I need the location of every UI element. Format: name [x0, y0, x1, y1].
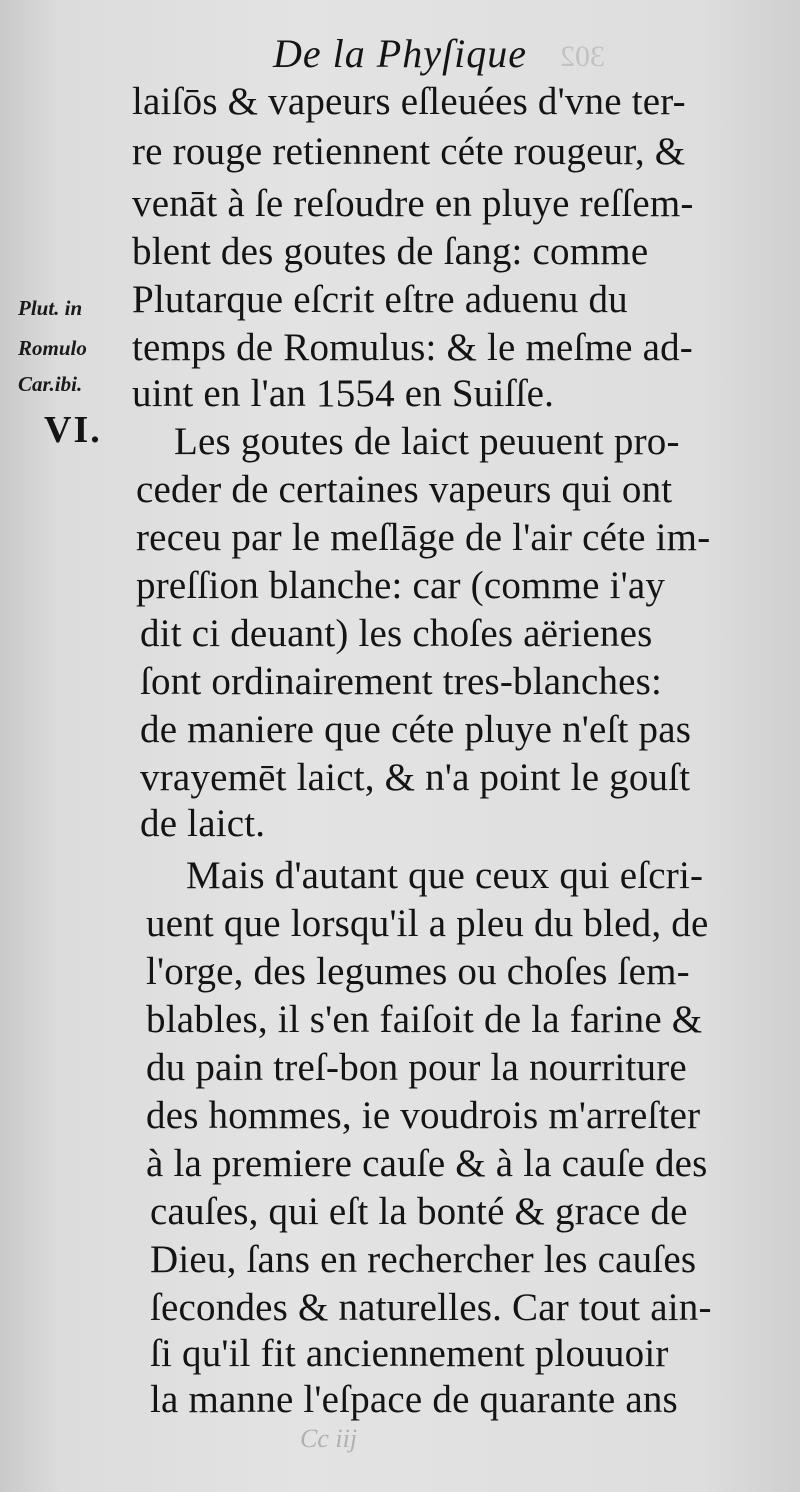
text-line: Les goutes de laict peuuent pro- — [174, 420, 680, 463]
text-line: receu par le meſlāge de l'air céte im- — [136, 516, 711, 559]
text-line: à la premiere cauſe & à la cauſe des — [146, 1142, 708, 1185]
text-line: cauſes, qui eſt la bonté & grace de — [150, 1190, 688, 1233]
section-number: VI. — [44, 409, 102, 451]
margin-note-car: Car.ibi. — [18, 372, 83, 396]
text-line: ſi qu'il fit anciennement plouuoir — [150, 1332, 669, 1375]
text-line: Plutarque eſcrit eſtre aduenu du — [132, 278, 628, 321]
text-line: laiſōs & vapeurs eſleuées d'vne ter- — [132, 80, 686, 123]
margin-note-plut-line1: Plut. in — [18, 296, 83, 320]
text-line: uent que lorsqu'il a pleu du bled, de — [146, 902, 709, 945]
text-line: venāt à ſe reſoudre en pluye reſſem- — [132, 182, 694, 225]
text-line: Mais d'autant que ceux qui eſcri- — [186, 854, 704, 897]
text-line: du pain treſ-bon pour la nourriture — [146, 1046, 687, 1089]
margin-note-plut-line2: Romulo — [18, 336, 87, 360]
running-header: De la Phyſique — [273, 31, 527, 76]
text-line: uint en l'an 1554 en Suiſſe. — [132, 372, 555, 415]
text-line: re rouge retiennent céte rougeur, & — [132, 130, 686, 173]
text-line: blables, il s'en faiſoit de la farine & — [146, 998, 703, 1041]
text-line: blent des goutes de ſang: comme — [132, 230, 649, 273]
text-line: ſecondes & naturelles. Car tout ain- — [150, 1286, 712, 1329]
text-line: ceder de certaines vapeurs qui ont — [136, 468, 673, 511]
bleed-through-page-number: 302 — [560, 40, 605, 73]
text-line: vrayemēt laict, & n'a point le gouſt — [140, 756, 691, 799]
signature-mark: Cc iij — [300, 1424, 358, 1453]
text-line: Dieu, ſans en rechercher les cauſes — [150, 1238, 697, 1281]
text-line: de maniere que céte pluye n'eſt pas — [140, 708, 692, 751]
text-line: la manne l'eſpace de quarante ans — [150, 1378, 678, 1421]
text-line: temps de Romulus: & le meſme ad- — [132, 326, 693, 369]
text-line: dit ci deuant) les choſes aërienes — [140, 612, 653, 655]
text-line: preſſion blanche: car (comme i'ay — [136, 564, 666, 607]
text-line: de laict. — [140, 802, 266, 845]
text-line: des hommes, ie voudrois m'arreſter — [146, 1094, 701, 1137]
text-line: ſont ordinairement tres-blanches: — [140, 660, 663, 703]
text-line: l'orge, des legumes ou choſes ſem- — [146, 950, 690, 993]
